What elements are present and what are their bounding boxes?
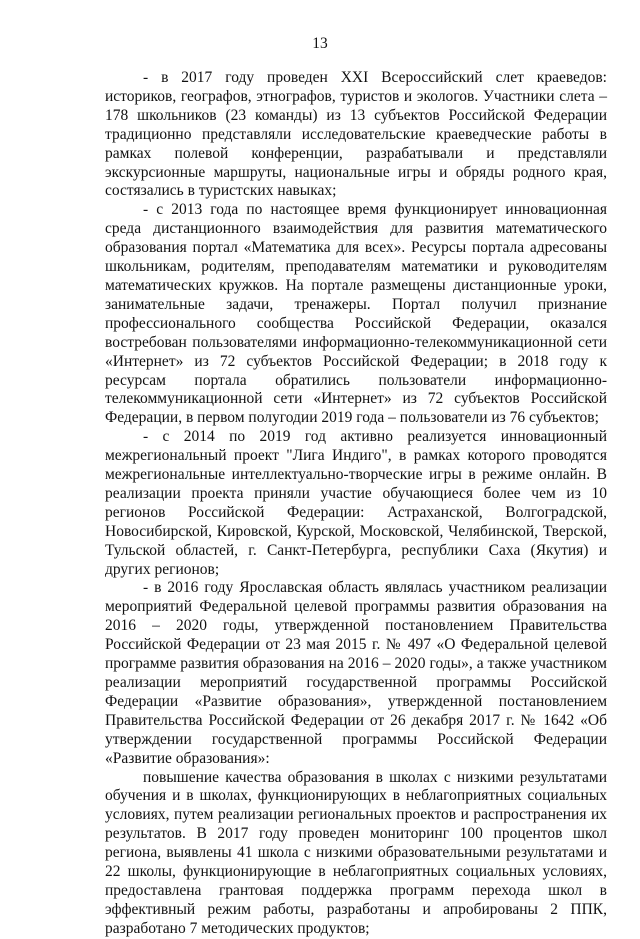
paragraph-liga-indigo: - с 2014 по 2019 год активно реализуется инновационный межрегиональный проект "Лига Индиго", в рамках которого проводятся межрегиональные интеллектуально-творческие игры в режиме онлайн. В реализации проекта приняли участие обучающиеся более чем из 10 регионов Российской Федерации: Астраханской, Волгоградской, Новосибирской, Кировской, Курской, Московской, Челябинской, Тверской, Тульской областей, г. Санкт-Петербурга, республики Саха (Якутия) и других регионов; xyxy=(105,428,607,578)
paragraph-kraeved-rally: - в 2017 году проведен XXI Всероссийский слет краеведов: историков, географов, этнографов, туристов и экологов. Участники слета – 178 школьников (23 команды) из 13 субъектов Российской Федерации традиционно представляли исследовательские краеведческие работы в рамках полевой конференции, разрабатывали и представляли экскурсионные маршруты, национальные игры и обряды родного края, состязались в туристских навыках; xyxy=(105,69,607,200)
paragraph-math-portal: - с 2013 года по настоящее время функционирует инновационная среда дистанционного взаимодействия для развития математического образования портал «Математика для всех». Ресурсы портала адресованы школьникам, родителям, преподавателям математики и руководителям математических кружков. На портале размещены дистанционные уроки, занимательные задачи, тренажеры. Портал получил признание профессионального сообщества Российской Федерации, оказался востребован пользователями информационно-телекоммуникационной сети «Интернет» из 72 субъектов Российской Федерации; в 2018 году к ресурсам портала обратились пользователи информационно-телекоммуникационной сети «Интернет» из 72 субъектов Российской Федерации, в первом полугодии 2019 года – пользователи из 76 субъектов; xyxy=(105,201,607,427)
document-body xyxy=(105,69,607,939)
paragraph-federal-program: - в 2016 году Ярославская область являлась участником реализации мероприятий Федеральной целевой программы развития образования на 2016 – 2020 годы, утвержденной постановлением Правительства Российской Федерации от 23 мая 2015 г. № 497 «О Федеральной целевой программе развития образования на 2016 – 2020 годы», а также участником реализации мероприятий государственной программы Российской Федерации «Развитие образования», утвержденной постановлением Правительства Российской Федерации от 26 декабря 2017 г. № 1642 «Об утверждении государственной программы Российской Федерации «Развитие образования»: xyxy=(105,579,607,767)
page-number: 13 xyxy=(312,35,328,52)
paragraph-quality-improvement: повышение качества образования в школах с низкими результатами обучения и в школах, функционирующих в неблагоприятных социальных условиях, путем реализации региональных проектов и распространения их результатов. В 2017 году проведен мониторинг 100 процентов школ региона, выявлены 41 школа с низкими образовательными результатами и 22 школы, функционирующие в неблагоприятных социальных условиях, предоставлена грантовая поддержка программ перехода школ в эффективный режим работы, разработаны и апробированы 2 ППК, разработано 7 методических продуктов; xyxy=(105,768,607,937)
